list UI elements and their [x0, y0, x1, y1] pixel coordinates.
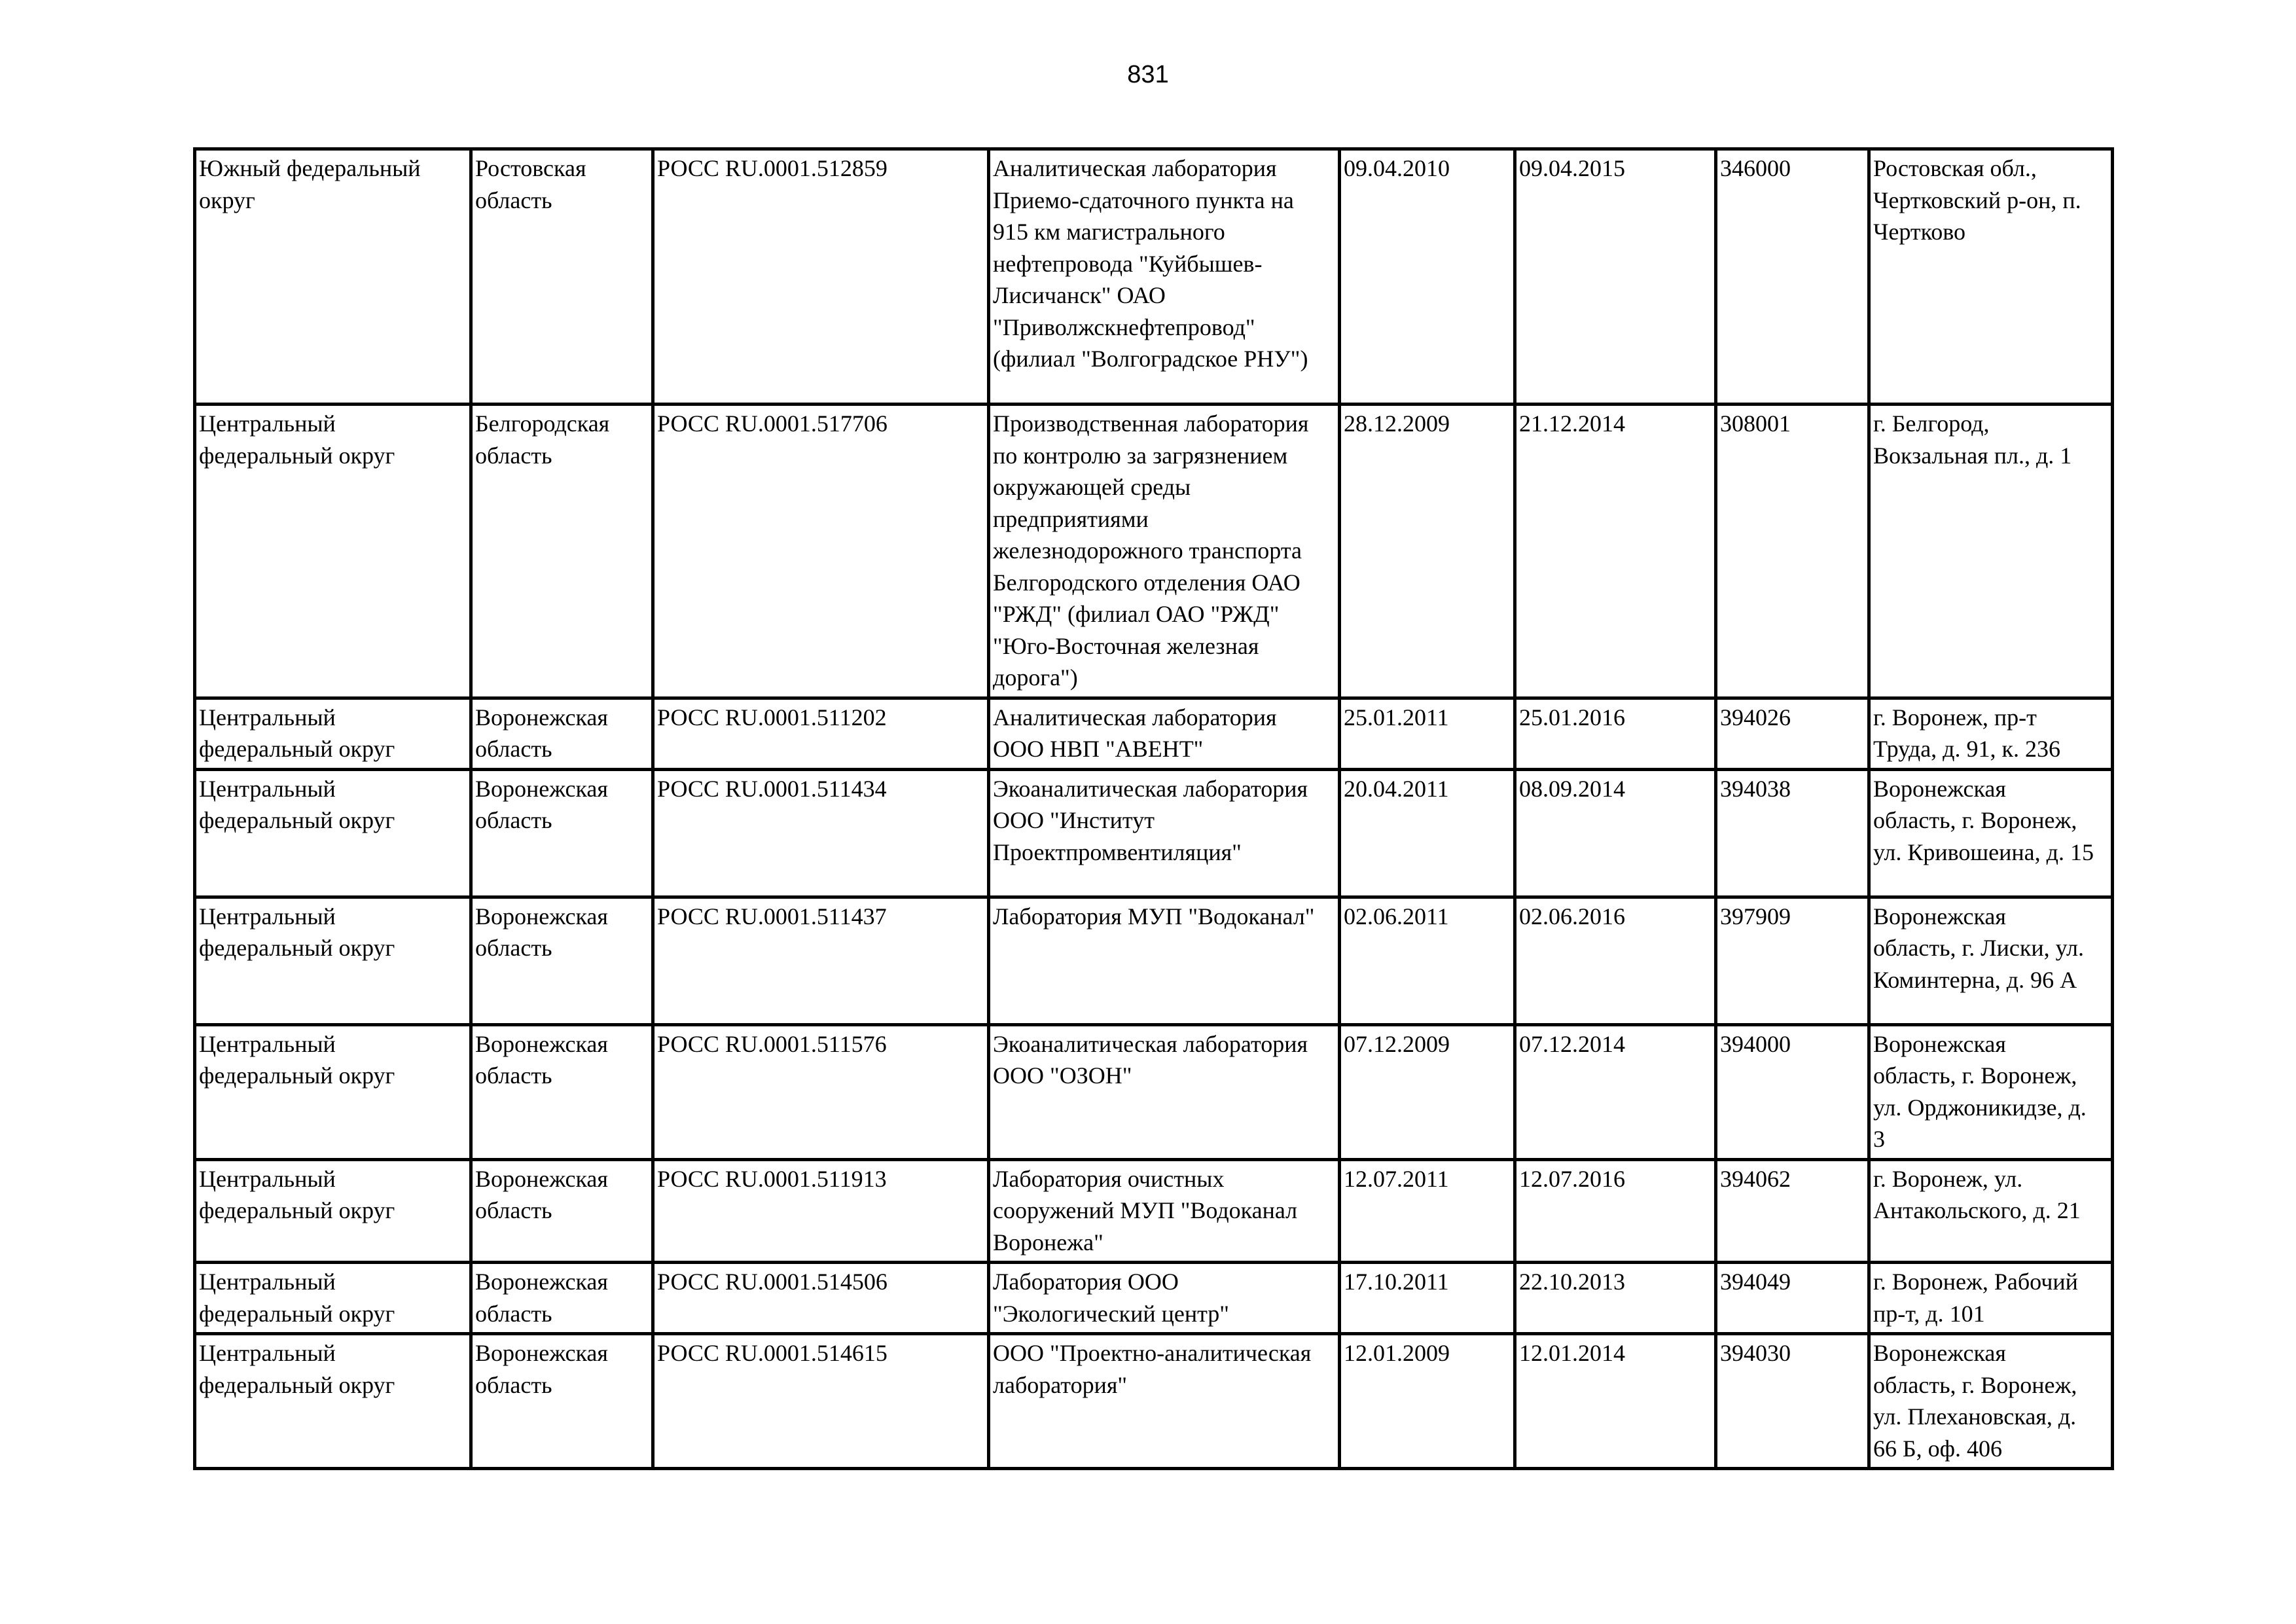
district-cell: Центральный федеральный округ — [195, 1334, 471, 1469]
table-row — [195, 1024, 2113, 1159]
address-cell: г. Воронеж, пр-т Труда, д. 91, к. 236 — [1869, 698, 2113, 769]
date-to-cell: 25.01.2016 — [1515, 698, 1716, 769]
laboratory-name-cell: Аналитическая лаборатория Приемо-сдаточного пункта на 915 км магистрального нефтепровода "Куйбышев- Лисичанск" ОАО "Приволжскнефтепровод" (филиал "Волгоградское РНУ") — [989, 149, 1340, 405]
date-to-cell: 12.07.2016 — [1515, 1159, 1716, 1263]
postcode-cell: 394062 — [1716, 1159, 1869, 1263]
date-to-cell: 22.10.2013 — [1515, 1263, 1716, 1334]
table-row — [195, 769, 2113, 897]
table-row — [195, 1334, 2113, 1469]
date-to-cell: 09.04.2015 — [1515, 149, 1716, 405]
table-row — [195, 405, 2113, 698]
district-cell: Южный федеральный округ — [195, 149, 471, 405]
region-cell: Воронежская область — [471, 1159, 653, 1263]
date-from-cell: 12.07.2011 — [1340, 1159, 1515, 1263]
table-row — [195, 897, 2113, 1024]
date-from-cell: 25.01.2011 — [1340, 698, 1515, 769]
laboratory-name-cell: Экоаналитическая лаборатория ООО "ОЗОН" — [989, 1024, 1340, 1159]
district-cell: Центральный федеральный округ — [195, 1024, 471, 1159]
certificate-cell: РОСС RU.0001.514615 — [653, 1334, 989, 1469]
laboratory-name-cell: Аналитическая лаборатория ООО НВП "АВЕНТ" — [989, 698, 1340, 769]
date-from-cell: 12.01.2009 — [1340, 1334, 1515, 1469]
address-cell: Воронежская область, г. Воронеж, ул. Кривошеина, д. 15 — [1869, 769, 2113, 897]
laboratory-name-cell: Экоаналитическая лаборатория ООО "Институт Проектпромвентиляция" — [989, 769, 1340, 897]
certificate-cell: РОСС RU.0001.511202 — [653, 698, 989, 769]
postcode-cell: 394000 — [1716, 1024, 1869, 1159]
region-cell: Ростовская область — [471, 149, 653, 405]
date-to-cell: 07.12.2014 — [1515, 1024, 1716, 1159]
address-cell: Воронежская область, г. Воронеж, ул. Орджоникидзе, д. 3 — [1869, 1024, 2113, 1159]
postcode-cell: 394030 — [1716, 1334, 1869, 1469]
postcode-cell: 346000 — [1716, 149, 1869, 405]
certificate-cell: РОСС RU.0001.511434 — [653, 769, 989, 897]
table-row — [195, 1159, 2113, 1263]
district-cell: Центральный федеральный округ — [195, 769, 471, 897]
date-from-cell: 28.12.2009 — [1340, 405, 1515, 698]
date-to-cell: 21.12.2014 — [1515, 405, 1716, 698]
region-cell: Воронежская область — [471, 897, 653, 1024]
region-cell: Воронежская область — [471, 769, 653, 897]
address-cell: Воронежская область, г. Лиски, ул. Коминтерна, д. 96 А — [1869, 897, 2113, 1024]
laboratory-name-cell: ООО "Проектно-аналитическая лаборатория" — [989, 1334, 1340, 1469]
table-row — [195, 149, 2113, 405]
table-row — [195, 1263, 2113, 1334]
certificate-cell: РОСС RU.0001.517706 — [653, 405, 989, 698]
address-cell: г. Белгород, Вокзальная пл., д. 1 — [1869, 405, 2113, 698]
laboratory-name-cell: Лаборатория МУП "Водоканал" — [989, 897, 1340, 1024]
date-from-cell: 20.04.2011 — [1340, 769, 1515, 897]
region-cell: Белгородская область — [471, 405, 653, 698]
laboratory-name-cell: Производственная лаборатория по контролю за загрязнением окружающей среды предприятиями железнодорожного транспорта Белгородского отделения ОАО "РЖД" (филиал ОАО "РЖД" "Юго-Восточная железная дорога") — [989, 405, 1340, 698]
address-cell: Ростовская обл., Чертковский р-он, п. Чертково — [1869, 149, 2113, 405]
date-from-cell: 07.12.2009 — [1340, 1024, 1515, 1159]
laboratory-registry-table — [193, 147, 2114, 1470]
postcode-cell: 394026 — [1716, 698, 1869, 769]
district-cell: Центральный федеральный округ — [195, 1159, 471, 1263]
page-number: 831 — [1127, 61, 1169, 88]
date-from-cell: 17.10.2011 — [1340, 1263, 1515, 1334]
certificate-cell: РОСС RU.0001.511437 — [653, 897, 989, 1024]
region-cell: Воронежская область — [471, 698, 653, 769]
date-to-cell: 08.09.2014 — [1515, 769, 1716, 897]
date-to-cell: 02.06.2016 — [1515, 897, 1716, 1024]
district-cell: Центральный федеральный округ — [195, 897, 471, 1024]
postcode-cell: 308001 — [1716, 405, 1869, 698]
region-cell: Воронежская область — [471, 1024, 653, 1159]
district-cell: Центральный федеральный округ — [195, 405, 471, 698]
district-cell: Центральный федеральный округ — [195, 698, 471, 769]
date-from-cell: 09.04.2010 — [1340, 149, 1515, 405]
region-cell: Воронежская область — [471, 1334, 653, 1469]
address-cell: г. Воронеж, ул. Антакольского, д. 21 — [1869, 1159, 2113, 1263]
address-cell: Воронежская область, г. Воронеж, ул. Плехановская, д. 66 Б, оф. 406 — [1869, 1334, 2113, 1469]
date-to-cell: 12.01.2014 — [1515, 1334, 1716, 1469]
region-cell: Воронежская область — [471, 1263, 653, 1334]
certificate-cell: РОСС RU.0001.512859 — [653, 149, 989, 405]
laboratory-name-cell: Лаборатория очистных сооружений МУП "Водоканал Воронежа" — [989, 1159, 1340, 1263]
postcode-cell: 394049 — [1716, 1263, 1869, 1334]
certificate-cell: РОСС RU.0001.514506 — [653, 1263, 989, 1334]
district-cell: Центральный федеральный округ — [195, 1263, 471, 1334]
address-cell: г. Воронеж, Рабочий пр-т, д. 101 — [1869, 1263, 2113, 1334]
certificate-cell: РОСС RU.0001.511913 — [653, 1159, 989, 1263]
table-row — [195, 698, 2113, 769]
laboratory-name-cell: Лаборатория ООО "Экологический центр" — [989, 1263, 1340, 1334]
postcode-cell: 397909 — [1716, 897, 1869, 1024]
certificate-cell: РОСС RU.0001.511576 — [653, 1024, 989, 1159]
postcode-cell: 394038 — [1716, 769, 1869, 897]
date-from-cell: 02.06.2011 — [1340, 897, 1515, 1024]
